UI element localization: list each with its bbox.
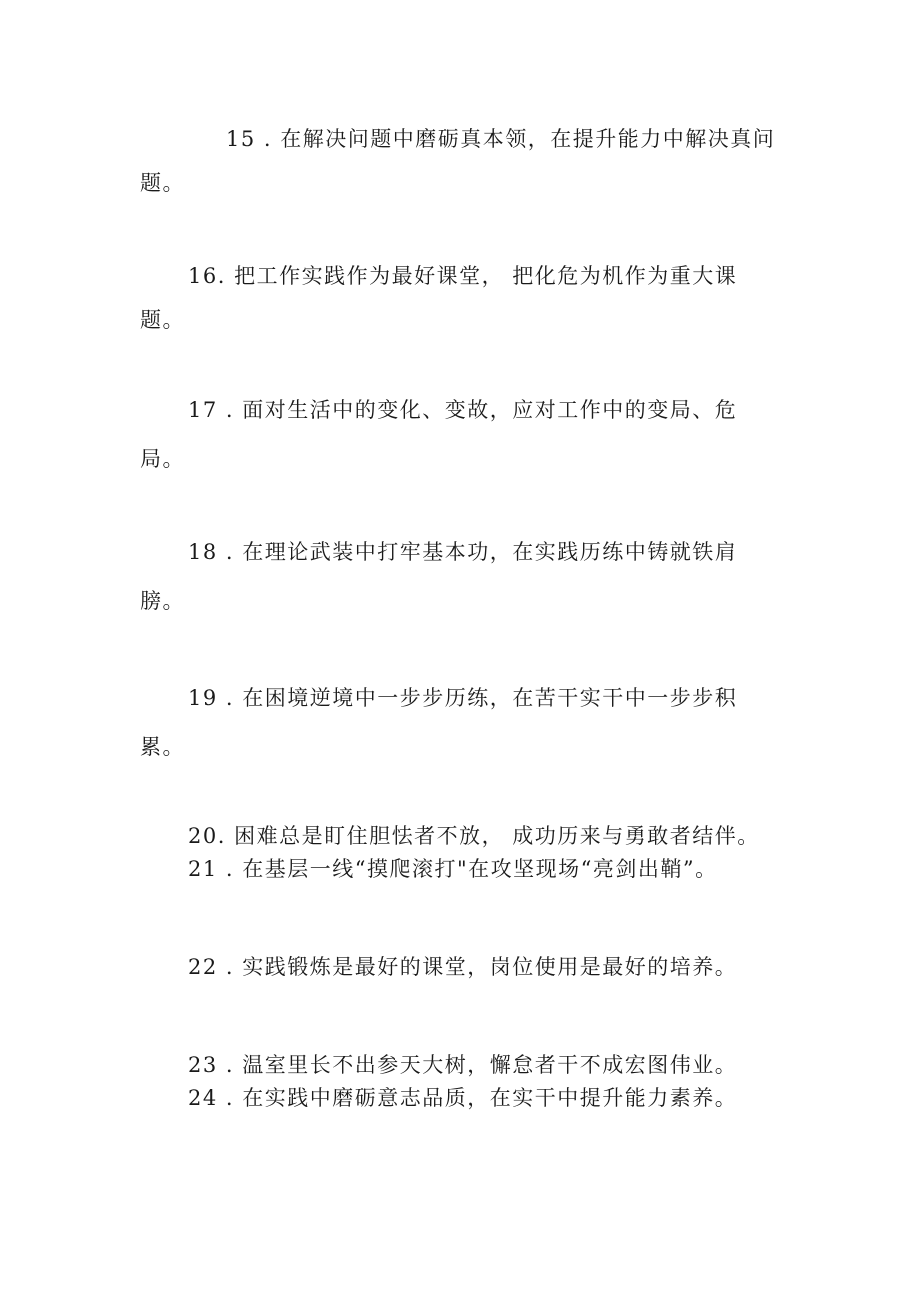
item-24-line: 24 . 在实践中磨砺意志品质，在实干中提升能力素养。 [188,1086,738,1110]
item-18-line-2: 膀。 [140,589,185,613]
item-18-line-1: 18 . 在理论武装中打牢基本功，在实践历练中铸就铁肩 [188,540,738,564]
item-15-line-1: 15 . 在解决问题中磨砺真本领，在提升能力中解决真问 [226,127,776,151]
item-17-line-1: 17 . 面对生活中的变化、变故，应对工作中的变局、危 [188,398,738,422]
item-19-line-2: 累。 [140,735,185,759]
item-22-line: 22 . 实践锻炼是最好的课堂，岗位使用是最好的培养。 [188,955,738,979]
item-16-line-2: 题。 [140,308,185,332]
item-20-line: 20. 困难总是盯住胆怯者不放， 成功历来与勇敢者结伴。 [188,824,760,848]
item-23-line: 23 . 温室里长不出参天大树，懈怠者干不成宏图伟业。 [188,1053,738,1077]
item-21-line: 21 . 在基层一线“摸爬滚打"在攻坚现场“亮剑出鞘”。 [188,857,718,881]
item-17-line-2: 局。 [140,447,185,471]
item-15-line-2: 题。 [140,171,185,195]
item-19-line-1: 19 . 在困境逆境中一步步历练，在苦干实干中一步步积 [188,686,738,710]
item-16-line-1: 16. 把工作实践作为最好课堂， 把化危为机作为重大课 [188,264,738,288]
